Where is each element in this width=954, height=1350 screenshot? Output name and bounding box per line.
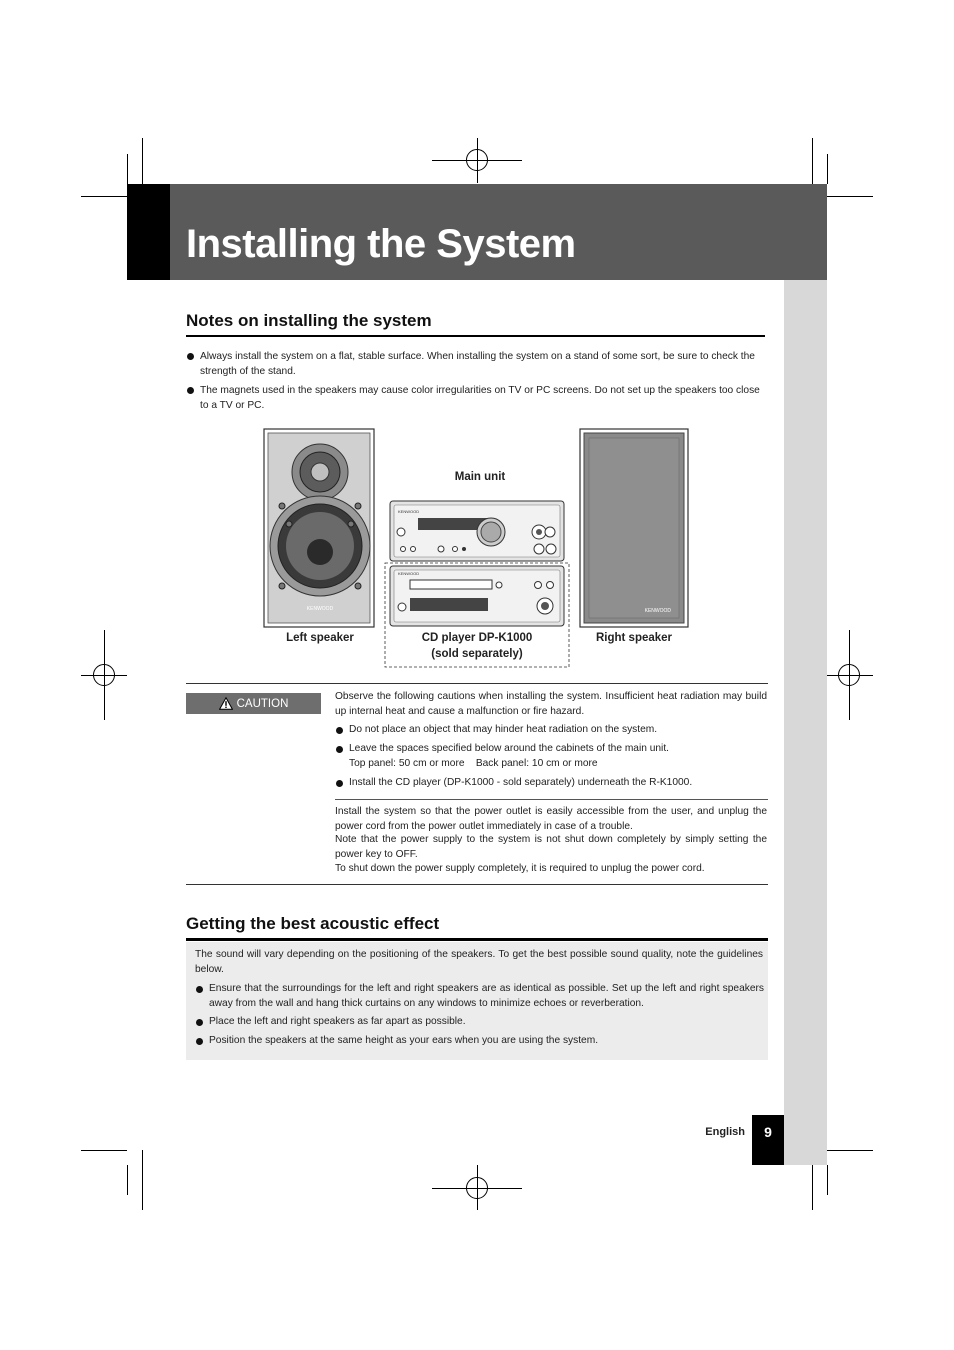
acoustic-intro: The sound will vary depending on the positioning of the speakers. To get the best possible sound quality, note the guidelines below. <box>195 949 763 975</box>
caution-label: CAUTION <box>236 697 289 710</box>
acoustic-bullet-2: Place the left and right speakers as far apart as possible. <box>209 1016 466 1027</box>
acoustic-heading-rule <box>186 938 768 941</box>
side-strip <box>784 280 827 1165</box>
page-title: Installing the System <box>186 222 576 266</box>
header-black-block <box>127 184 170 280</box>
bullet-dot <box>187 387 194 394</box>
caution-intro: Observe the following cautions when installing the system. Insufficient heat radiation may build up internal heat and cause a malfunction or fire hazard. <box>335 691 767 717</box>
bullet-dot <box>196 1019 203 1026</box>
bullet-dot <box>336 727 343 734</box>
svg-text:KENWOOD: KENWOOD <box>398 571 420 576</box>
bullet-dot <box>196 986 203 993</box>
svg-text:KENWOOD: KENWOOD <box>644 608 671 614</box>
caution-top-rule <box>186 683 768 684</box>
bullet-dot <box>196 1038 203 1045</box>
right-speaker-label: Right speaker <box>595 632 673 644</box>
acoustic-bullet-3: Position the speakers at the same height as your ears when you are using the system. <box>209 1035 599 1046</box>
acoustic-heading: Getting the best acoustic effect <box>186 914 440 933</box>
notes-heading-rule <box>186 335 765 337</box>
power-text-3: To shut down the power supply completely, it is required to unplug the power cord. <box>335 863 705 874</box>
power-text-2: Note that the power supply to the system is not shut down completely by simply setting the power key to OFF. <box>335 834 767 860</box>
language-label: English <box>705 1126 745 1138</box>
bullet-dot <box>336 746 343 753</box>
left-speaker-label: Left speaker <box>286 632 354 644</box>
cd-player-illustration <box>390 566 564 626</box>
main-unit-label: Main unit <box>454 471 506 483</box>
caution-divider <box>335 799 768 800</box>
left-speaker-illustration <box>264 429 374 627</box>
bullet-dot <box>336 780 343 787</box>
bullet-dot <box>187 353 194 360</box>
svg-text:KENWOOD: KENWOOD <box>306 606 334 612</box>
power-text-1: Install the system so that the power outlet is easily accessible from the user, and unplug the power cord from the power outlet immediately in case of a trouble. <box>335 806 767 832</box>
cd-player-label-line1: CD player DP-K1000 <box>421 632 533 644</box>
notes-heading: Notes on installing the system <box>186 311 432 330</box>
caution-bullet-2: Leave the spaces specified below around the cabinets of the main unit. <box>349 743 669 754</box>
notes-bullet-1: Always install the system on a flat, stable surface. When installing the system on a stand of some sort, be sure to check the strength of the stand. <box>200 351 755 377</box>
caution-bullet-3: Install the CD player (DP-K1000 - sold separately) underneath the R-K1000. <box>349 777 693 788</box>
warning-icon <box>219 697 233 710</box>
acoustic-bullet-1: Ensure that the surroundings for the left and right speakers are as identical as possible. Set up the left and right speakers away from the wall and hang thick curtains on any windows to minimize echoes or reverberation. <box>209 983 764 1009</box>
page-number: 9 <box>764 1124 772 1140</box>
cd-player-label-line2: (sold separately) <box>431 648 523 660</box>
caution-bullet-1: Do not place an object that may hinder heat radiation on the system. <box>349 724 658 735</box>
right-speaker-illustration <box>580 429 688 627</box>
caution-spaces-line: Top panel: 50 cm or more Back panel: 10 cm or more <box>349 758 598 769</box>
caution-badge <box>186 693 321 714</box>
caution-bottom-rule <box>186 884 768 885</box>
main-unit-illustration <box>390 501 564 561</box>
page-number-box <box>752 1115 784 1165</box>
svg-text:KENWOOD: KENWOOD <box>398 509 420 514</box>
notes-bullet-2: The magnets used in the speakers may cause color irregularities on TV or PC screens. Do not set up the speakers too close to a TV or PC. <box>200 385 760 411</box>
